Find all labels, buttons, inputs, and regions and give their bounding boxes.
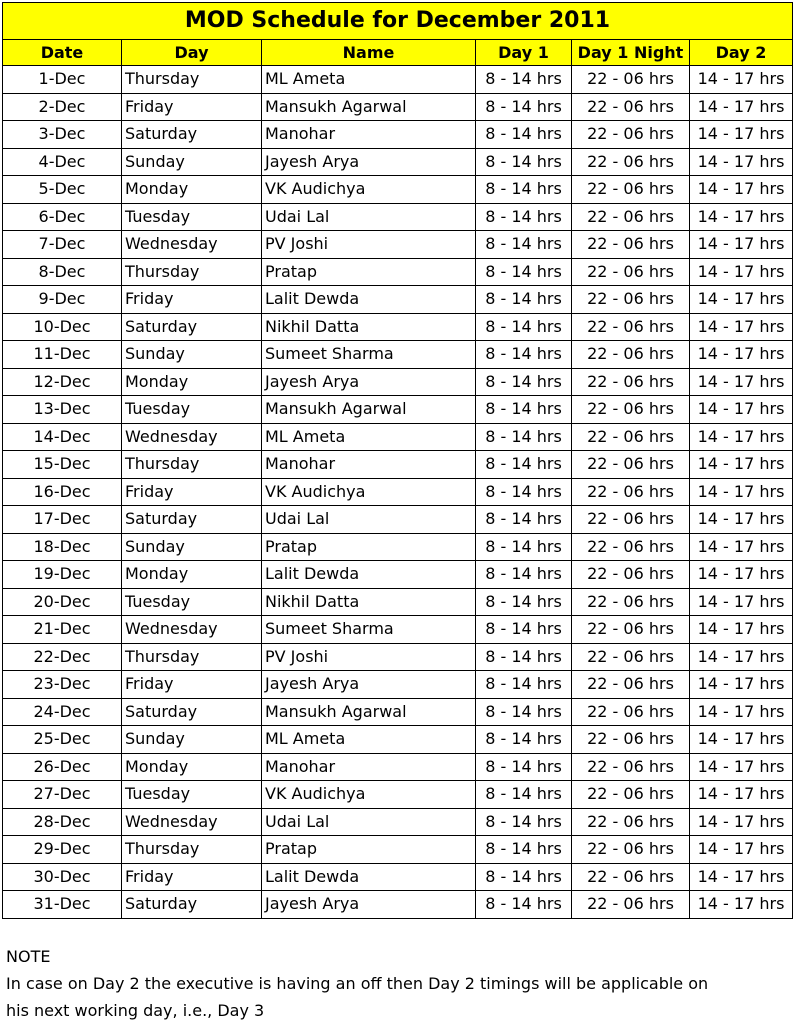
day1-cell: 8 - 14 hrs xyxy=(476,671,572,699)
day-cell: Saturday xyxy=(122,891,262,919)
day1-cell: 8 - 14 hrs xyxy=(476,451,572,479)
day1-cell: 8 - 14 hrs xyxy=(476,341,572,369)
table-row xyxy=(3,616,793,644)
day1-cell: 8 - 14 hrs xyxy=(476,313,572,341)
table-row xyxy=(3,506,793,534)
table-row xyxy=(3,698,793,726)
day1-night-cell: 22 - 06 hrs xyxy=(572,808,690,836)
day2-cell: 14 - 17 hrs xyxy=(690,66,793,94)
day1-night-cell: 22 - 06 hrs xyxy=(572,698,690,726)
day1-cell: 8 - 14 hrs xyxy=(476,616,572,644)
day1-night-cell: 22 - 06 hrs xyxy=(572,451,690,479)
day1-night-cell: 22 - 06 hrs xyxy=(572,423,690,451)
day1-night-cell: 22 - 06 hrs xyxy=(572,396,690,424)
date-cell: 22-Dec xyxy=(3,643,122,671)
day-cell: Wednesday xyxy=(122,423,262,451)
day2-cell: 14 - 17 hrs xyxy=(690,313,793,341)
header-date: Date xyxy=(3,40,122,66)
name-cell: Jayesh Arya xyxy=(262,368,476,396)
date-cell: 20-Dec xyxy=(3,588,122,616)
day1-cell: 8 - 14 hrs xyxy=(476,753,572,781)
day-cell: Friday xyxy=(122,863,262,891)
name-cell: Jayesh Arya xyxy=(262,891,476,919)
note-line-2: his next working day, i.e., Day 3 xyxy=(6,1001,265,1020)
day-cell: Saturday xyxy=(122,506,262,534)
day1-cell: 8 - 14 hrs xyxy=(476,396,572,424)
date-cell: 12-Dec xyxy=(3,368,122,396)
day1-night-cell: 22 - 06 hrs xyxy=(572,781,690,809)
date-cell: 19-Dec xyxy=(3,561,122,589)
schedule-table xyxy=(2,2,793,919)
table-row xyxy=(3,588,793,616)
date-cell: 17-Dec xyxy=(3,506,122,534)
day2-cell: 14 - 17 hrs xyxy=(690,643,793,671)
date-cell: 14-Dec xyxy=(3,423,122,451)
day2-cell: 14 - 17 hrs xyxy=(690,753,793,781)
date-cell: 2-Dec xyxy=(3,93,122,121)
day2-cell: 14 - 17 hrs xyxy=(690,588,793,616)
day1-night-cell: 22 - 06 hrs xyxy=(572,341,690,369)
table-row xyxy=(3,286,793,314)
day-cell: Friday xyxy=(122,478,262,506)
day2-cell: 14 - 17 hrs xyxy=(690,781,793,809)
day2-cell: 14 - 17 hrs xyxy=(690,423,793,451)
day1-cell: 8 - 14 hrs xyxy=(476,588,572,616)
date-cell: 29-Dec xyxy=(3,836,122,864)
day1-night-cell: 22 - 06 hrs xyxy=(572,313,690,341)
table-row xyxy=(3,561,793,589)
date-cell: 16-Dec xyxy=(3,478,122,506)
table-row xyxy=(3,863,793,891)
schedule-rows xyxy=(3,66,793,919)
day2-cell: 14 - 17 hrs xyxy=(690,368,793,396)
header-day1: Day 1 xyxy=(476,40,572,66)
day2-cell: 14 - 17 hrs xyxy=(690,396,793,424)
table-row xyxy=(3,66,793,94)
day-cell: Wednesday xyxy=(122,231,262,259)
name-cell: Sumeet Sharma xyxy=(262,616,476,644)
day2-cell: 14 - 17 hrs xyxy=(690,561,793,589)
table-row xyxy=(3,808,793,836)
date-cell: 26-Dec xyxy=(3,753,122,781)
table-row xyxy=(3,891,793,919)
header-name: Name xyxy=(262,40,476,66)
name-cell: ML Ameta xyxy=(262,423,476,451)
day1-cell: 8 - 14 hrs xyxy=(476,148,572,176)
day1-cell: 8 - 14 hrs xyxy=(476,176,572,204)
date-cell: 5-Dec xyxy=(3,176,122,204)
day-cell: Thursday xyxy=(122,451,262,479)
day1-cell: 8 - 14 hrs xyxy=(476,368,572,396)
day1-night-cell: 22 - 06 hrs xyxy=(572,863,690,891)
table-row xyxy=(3,148,793,176)
day1-night-cell: 22 - 06 hrs xyxy=(572,561,690,589)
date-cell: 24-Dec xyxy=(3,698,122,726)
date-cell: 15-Dec xyxy=(3,451,122,479)
name-cell: ML Ameta xyxy=(262,66,476,94)
name-cell: Mansukh Agarwal xyxy=(262,698,476,726)
day1-cell: 8 - 14 hrs xyxy=(476,891,572,919)
table-row xyxy=(3,121,793,149)
day1-cell: 8 - 14 hrs xyxy=(476,203,572,231)
header-day1-night: Day 1 Night xyxy=(572,40,690,66)
name-cell: Manohar xyxy=(262,451,476,479)
day2-cell: 14 - 17 hrs xyxy=(690,836,793,864)
day-cell: Friday xyxy=(122,93,262,121)
day-cell: Saturday xyxy=(122,313,262,341)
date-cell: 7-Dec xyxy=(3,231,122,259)
day2-cell: 14 - 17 hrs xyxy=(690,121,793,149)
name-cell: Jayesh Arya xyxy=(262,148,476,176)
date-cell: 4-Dec xyxy=(3,148,122,176)
day1-night-cell: 22 - 06 hrs xyxy=(572,643,690,671)
date-cell: 11-Dec xyxy=(3,341,122,369)
day2-cell: 14 - 17 hrs xyxy=(690,341,793,369)
table-row xyxy=(3,478,793,506)
day1-cell: 8 - 14 hrs xyxy=(476,423,572,451)
day1-cell: 8 - 14 hrs xyxy=(476,781,572,809)
note-line-1: In case on Day 2 the executive is having an off then Day 2 timings will be applicable on xyxy=(6,974,709,993)
day2-cell: 14 - 17 hrs xyxy=(690,726,793,754)
table-row xyxy=(3,451,793,479)
table-row xyxy=(3,781,793,809)
name-cell: Manohar xyxy=(262,753,476,781)
day1-night-cell: 22 - 06 hrs xyxy=(572,616,690,644)
name-cell: Nikhil Datta xyxy=(262,313,476,341)
day1-cell: 8 - 14 hrs xyxy=(476,121,572,149)
name-cell: Lalit Dewda xyxy=(262,561,476,589)
day1-night-cell: 22 - 06 hrs xyxy=(572,753,690,781)
day1-night-cell: 22 - 06 hrs xyxy=(572,231,690,259)
day2-cell: 14 - 17 hrs xyxy=(690,286,793,314)
table-row xyxy=(3,396,793,424)
name-cell: Lalit Dewda xyxy=(262,286,476,314)
day1-night-cell: 22 - 06 hrs xyxy=(572,368,690,396)
day1-cell: 8 - 14 hrs xyxy=(476,643,572,671)
name-cell: Jayesh Arya xyxy=(262,671,476,699)
name-cell: Udai Lal xyxy=(262,808,476,836)
day-cell: Sunday xyxy=(122,726,262,754)
day-cell: Monday xyxy=(122,368,262,396)
day1-night-cell: 22 - 06 hrs xyxy=(572,66,690,94)
day1-cell: 8 - 14 hrs xyxy=(476,533,572,561)
note-section xyxy=(6,943,786,1024)
day1-night-cell: 22 - 06 hrs xyxy=(572,891,690,919)
day-cell: Monday xyxy=(122,176,262,204)
date-cell: 31-Dec xyxy=(3,891,122,919)
date-cell: 28-Dec xyxy=(3,808,122,836)
name-cell: Mansukh Agarwal xyxy=(262,396,476,424)
day2-cell: 14 - 17 hrs xyxy=(690,698,793,726)
day1-night-cell: 22 - 06 hrs xyxy=(572,121,690,149)
day2-cell: 14 - 17 hrs xyxy=(690,506,793,534)
date-cell: 3-Dec xyxy=(3,121,122,149)
table-row xyxy=(3,753,793,781)
day-cell: Thursday xyxy=(122,643,262,671)
day-cell: Wednesday xyxy=(122,808,262,836)
day1-night-cell: 22 - 06 hrs xyxy=(572,258,690,286)
date-cell: 18-Dec xyxy=(3,533,122,561)
note-heading: NOTE xyxy=(6,947,51,966)
table-row xyxy=(3,423,793,451)
day2-cell: 14 - 17 hrs xyxy=(690,808,793,836)
day1-cell: 8 - 14 hrs xyxy=(476,258,572,286)
day-cell: Thursday xyxy=(122,836,262,864)
day2-cell: 14 - 17 hrs xyxy=(690,533,793,561)
day1-night-cell: 22 - 06 hrs xyxy=(572,93,690,121)
name-cell: VK Audichya xyxy=(262,781,476,809)
day1-cell: 8 - 14 hrs xyxy=(476,808,572,836)
header-day: Day xyxy=(122,40,262,66)
header-row xyxy=(3,40,793,66)
table-row xyxy=(3,368,793,396)
day1-night-cell: 22 - 06 hrs xyxy=(572,671,690,699)
table-row xyxy=(3,341,793,369)
name-cell: Manohar xyxy=(262,121,476,149)
header-day2: Day 2 xyxy=(690,40,793,66)
day-cell: Saturday xyxy=(122,698,262,726)
day1-cell: 8 - 14 hrs xyxy=(476,836,572,864)
day-cell: Monday xyxy=(122,753,262,781)
name-cell: VK Audichya xyxy=(262,176,476,204)
name-cell: Nikhil Datta xyxy=(262,588,476,616)
table-row xyxy=(3,231,793,259)
schedule-title: MOD Schedule for December 2011 xyxy=(3,3,793,40)
table-row xyxy=(3,836,793,864)
day2-cell: 14 - 17 hrs xyxy=(690,451,793,479)
day-cell: Sunday xyxy=(122,341,262,369)
day1-cell: 8 - 14 hrs xyxy=(476,478,572,506)
date-cell: 8-Dec xyxy=(3,258,122,286)
name-cell: Pratap xyxy=(262,836,476,864)
table-row xyxy=(3,176,793,204)
table-row xyxy=(3,533,793,561)
table-row xyxy=(3,258,793,286)
day-cell: Sunday xyxy=(122,148,262,176)
day1-cell: 8 - 14 hrs xyxy=(476,506,572,534)
day2-cell: 14 - 17 hrs xyxy=(690,203,793,231)
day2-cell: 14 - 17 hrs xyxy=(690,616,793,644)
date-cell: 27-Dec xyxy=(3,781,122,809)
table-row xyxy=(3,313,793,341)
day-cell: Tuesday xyxy=(122,781,262,809)
table-row xyxy=(3,726,793,754)
day1-night-cell: 22 - 06 hrs xyxy=(572,203,690,231)
date-cell: 23-Dec xyxy=(3,671,122,699)
name-cell: Sumeet Sharma xyxy=(262,341,476,369)
day2-cell: 14 - 17 hrs xyxy=(690,258,793,286)
day2-cell: 14 - 17 hrs xyxy=(690,863,793,891)
day2-cell: 14 - 17 hrs xyxy=(690,231,793,259)
day2-cell: 14 - 17 hrs xyxy=(690,891,793,919)
day1-night-cell: 22 - 06 hrs xyxy=(572,286,690,314)
date-cell: 30-Dec xyxy=(3,863,122,891)
day2-cell: 14 - 17 hrs xyxy=(690,176,793,204)
name-cell: Mansukh Agarwal xyxy=(262,93,476,121)
date-cell: 1-Dec xyxy=(3,66,122,94)
day1-cell: 8 - 14 hrs xyxy=(476,698,572,726)
name-cell: Pratap xyxy=(262,533,476,561)
day-cell: Tuesday xyxy=(122,396,262,424)
day-cell: Friday xyxy=(122,286,262,314)
name-cell: Udai Lal xyxy=(262,203,476,231)
name-cell: Udai Lal xyxy=(262,506,476,534)
day-cell: Friday xyxy=(122,671,262,699)
date-cell: 6-Dec xyxy=(3,203,122,231)
day1-cell: 8 - 14 hrs xyxy=(476,66,572,94)
day-cell: Thursday xyxy=(122,258,262,286)
name-cell: VK Audichya xyxy=(262,478,476,506)
name-cell: ML Ameta xyxy=(262,726,476,754)
day1-night-cell: 22 - 06 hrs xyxy=(572,533,690,561)
day-cell: Saturday xyxy=(122,121,262,149)
day-cell: Sunday xyxy=(122,533,262,561)
day-cell: Thursday xyxy=(122,66,262,94)
table-row xyxy=(3,643,793,671)
day1-cell: 8 - 14 hrs xyxy=(476,726,572,754)
name-cell: PV Joshi xyxy=(262,231,476,259)
date-cell: 9-Dec xyxy=(3,286,122,314)
date-cell: 25-Dec xyxy=(3,726,122,754)
day1-cell: 8 - 14 hrs xyxy=(476,231,572,259)
day-cell: Tuesday xyxy=(122,588,262,616)
table-row xyxy=(3,93,793,121)
day2-cell: 14 - 17 hrs xyxy=(690,478,793,506)
day2-cell: 14 - 17 hrs xyxy=(690,93,793,121)
date-cell: 21-Dec xyxy=(3,616,122,644)
day2-cell: 14 - 17 hrs xyxy=(690,671,793,699)
name-cell: PV Joshi xyxy=(262,643,476,671)
day1-cell: 8 - 14 hrs xyxy=(476,93,572,121)
day1-night-cell: 22 - 06 hrs xyxy=(572,506,690,534)
table-row xyxy=(3,203,793,231)
date-cell: 10-Dec xyxy=(3,313,122,341)
date-cell: 13-Dec xyxy=(3,396,122,424)
day1-night-cell: 22 - 06 hrs xyxy=(572,726,690,754)
day1-cell: 8 - 14 hrs xyxy=(476,561,572,589)
day1-cell: 8 - 14 hrs xyxy=(476,286,572,314)
name-cell: Pratap xyxy=(262,258,476,286)
day1-night-cell: 22 - 06 hrs xyxy=(572,176,690,204)
day-cell: Tuesday xyxy=(122,203,262,231)
day1-night-cell: 22 - 06 hrs xyxy=(572,148,690,176)
day1-night-cell: 22 - 06 hrs xyxy=(572,836,690,864)
day1-night-cell: 22 - 06 hrs xyxy=(572,588,690,616)
day2-cell: 14 - 17 hrs xyxy=(690,148,793,176)
day1-cell: 8 - 14 hrs xyxy=(476,863,572,891)
name-cell: Lalit Dewda xyxy=(262,863,476,891)
day1-night-cell: 22 - 06 hrs xyxy=(572,478,690,506)
day-cell: Monday xyxy=(122,561,262,589)
day-cell: Wednesday xyxy=(122,616,262,644)
table-row xyxy=(3,671,793,699)
